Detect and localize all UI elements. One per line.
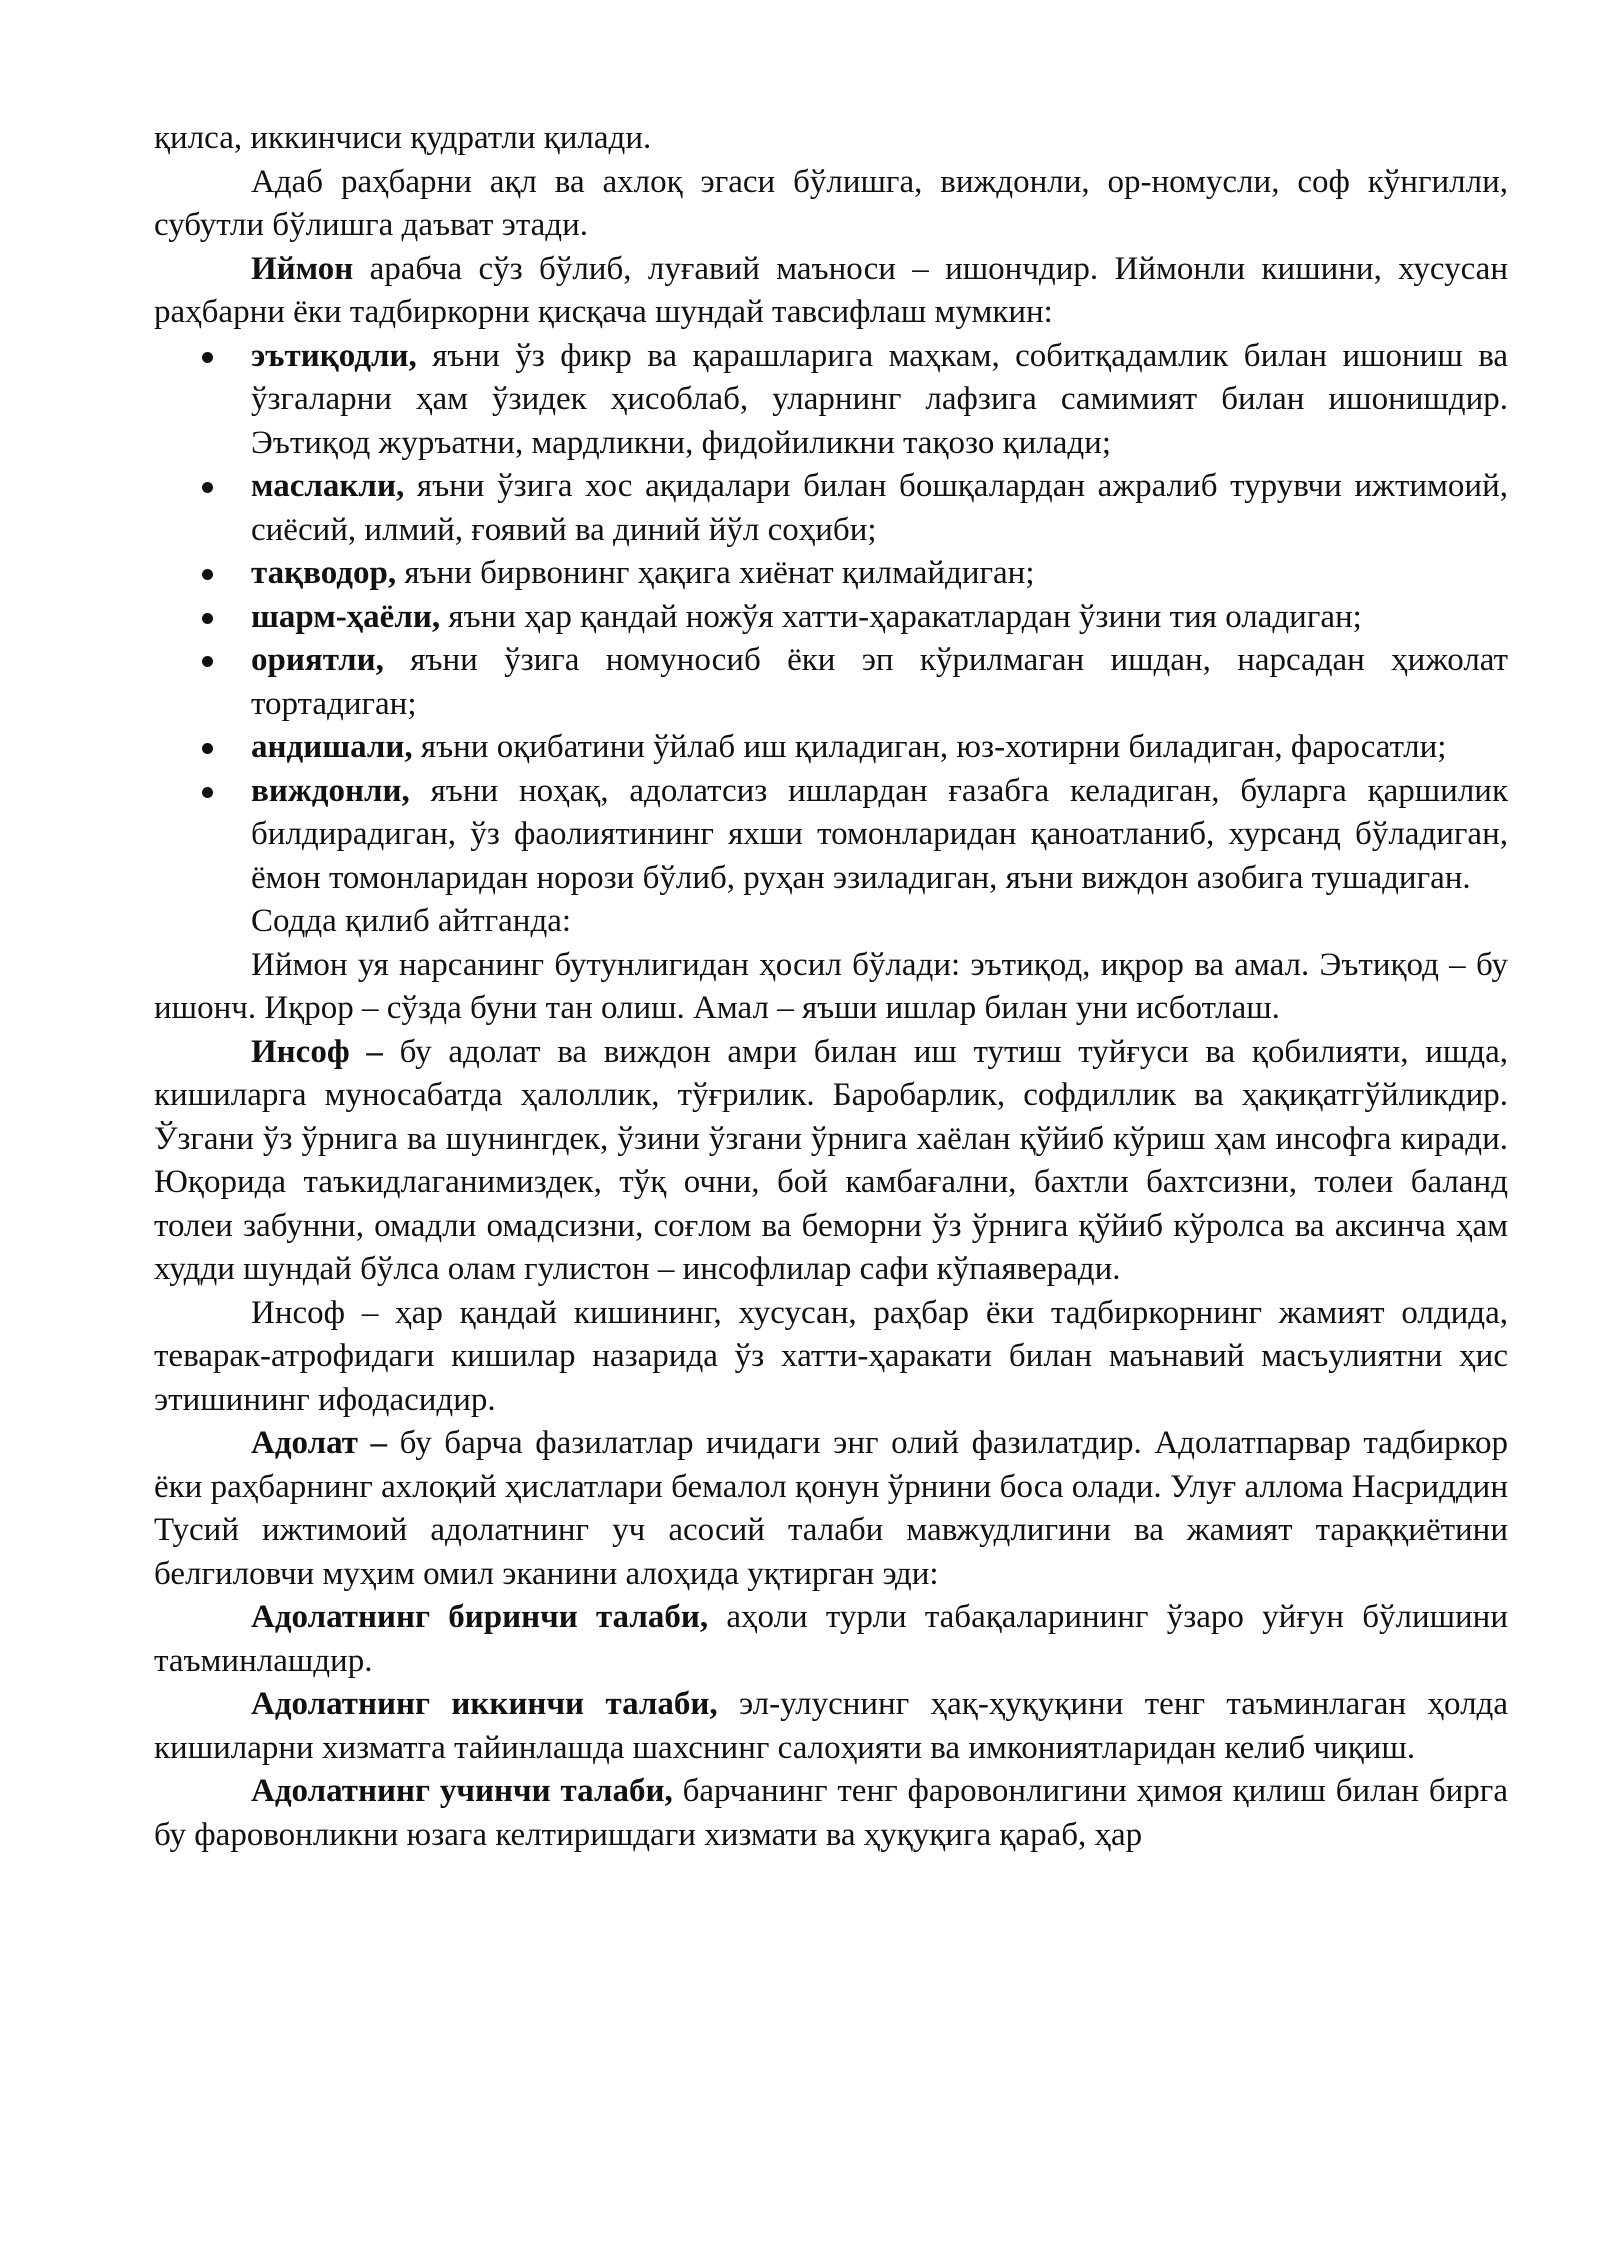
term-adolat: Адолат –: [251, 1425, 388, 1461]
bullet-icon: [202, 352, 213, 363]
list-item: [154, 552, 1508, 596]
term-adolat-third: Адолатнинг учинчи талаби,: [251, 1773, 673, 1809]
term-adolat-first: Адолатнинг биринчи талаби,: [251, 1599, 709, 1635]
paragraph-text: барчанинг тенг фаровонлигини ҳимоя қилиш билан бирга бу фаровонликни юзага келтиришдаги хизмати ва ҳуқуқига қараб, ҳар: [154, 1773, 1508, 1853]
term-insof: Инсоф –: [251, 1033, 383, 1070]
bullet-icon: [202, 482, 213, 493]
paragraph-text: аҳоли турли табақаларининг ўзаро уйғун бўлишини таъминлашдир.: [154, 1599, 1508, 1679]
list-item-text: яъни ҳар қандай ножўя хатти-ҳаракатлардан ўзини тия оладиган;: [440, 598, 1362, 635]
term-iymon: Иймон: [251, 250, 354, 287]
list-item-term: эътиқодли,: [251, 337, 417, 374]
list-item: [154, 335, 1508, 466]
paragraph-adolat-second: [154, 1683, 1508, 1770]
bullet-icon: [202, 656, 213, 667]
list-item-term: тақводор,: [251, 555, 397, 591]
paragraph-iymon: [154, 248, 1508, 335]
list-item-term: андишали,: [251, 729, 413, 765]
bullet-list-iymon-traits: [154, 335, 1508, 901]
paragraph-insof: [154, 1031, 1508, 1292]
list-item-text: яъни ўзига хос ақидалари билан бошқалардан ажралиб турувчи ижтимоий, сиёсий, илмий, ғоявий ва диний йўл соҳиби;: [251, 468, 1508, 548]
paragraph-summary-intro: Содда қилиб айтганда:: [251, 903, 572, 939]
list-item-text: яъни бирвонинг ҳақига хиёнат қилмайдиган;: [396, 555, 1035, 591]
list-item-text: яъни оқибатини ўйлаб иш қиладиган, юз-хотирни биладиган, фаросатли;: [412, 729, 1447, 765]
list-item: [154, 726, 1508, 770]
paragraph-text: арабча сўз бўлиб, луғавий маъноси – ишончдир. Иймонли кишини, хусусан раҳбарни ёки тадбиркорни қисқача шундай тавсифлаш мумкин:: [154, 250, 1508, 330]
list-item: [154, 465, 1508, 552]
paragraph-text: эл-улуснинг ҳақ-ҳуқуқини тенг таъминлаган ҳолда кишиларни хизматга тайинлашда шахснинг салоҳияти ва имкониятларидан келиб чиқиш.: [154, 1686, 1508, 1766]
list-item-text: яъни ўзига номуносиб ёки эп кўрилмаган ишдан, нарсадан ҳижолат тортадиган;: [251, 642, 1508, 722]
list-item: [154, 770, 1508, 901]
list-item-term: виждонли,: [251, 772, 410, 809]
bullet-icon: [202, 613, 213, 624]
paragraph-insof-responsibility: Инсоф – ҳар қандай кишининг, хусусан, раҳбар ёки тадбиркорнинг жамият олдида, теварак-атрофидаги кишилар назарида ўз хатти-ҳаракати билан маънавий масъулиятни ҳис этишининг ифодасидир.: [154, 1294, 1508, 1418]
paragraph-adolat-first: [154, 1596, 1508, 1683]
term-adolat-second: Адолатнинг иккинчи талаби,: [251, 1686, 718, 1722]
list-item: [154, 596, 1508, 640]
paragraph-iymon-parts: Иймон уя нарсанинг бутунлигидан ҳосил бўлади: эътиқод, иқрор ва амал. Эътиқод – бу ишонч. Иқрор – сўзда буни тан олиш. Амал – яъши ишлар билан уни исботлаш.: [154, 946, 1508, 1026]
bullet-icon: [202, 569, 213, 580]
list-item-text: яъни ноҳақ, адолатсиз ишлардан ғазабга келадиган, буларга қаршилик билдирадиган, ўз фаолиятининг яхши томонларидан қаноатланиб, хурсанд бўладиган, ёмон томонларидан норози бўлиб, руҳан эзиладиган, яъни виждон азобига тушадиган.: [251, 772, 1508, 896]
list-item-term: ориятли,: [251, 642, 384, 678]
paragraph-adolat: [154, 1422, 1508, 1596]
paragraph-text: бу адолат ва виждон амри билан иш тутиш туйғуси ва қобилияти, ишда, кишиларга муносабатда ҳалоллик, тўғрилик. Баробарлик, софдиллик ва ҳақиқатгўйликдир. Ўзгани ўз ўрнига ва шунингдек, ўзини ўзгани ўрнига хаёлан қўйиб кўриш ҳам инсофга киради. Юқорида таъкидлаганимиздек, тўқ очни, бой камбағални, бахтли бахтсизни, толеи баланд толеи забунни, омадли омадсизни, соғлом ва беморни ўз ўрнига қўйиб кўролса ва аксинча ҳам худди шундай бўлса олам гулистон – инсофлилар сафи кўпаяверади.: [154, 1033, 1508, 1287]
list-item-text: яъни ўз фикр ва қарашларига маҳкам, собитқадамлик билан ишониш ва ўзгаларни ҳам ўзидек ҳисоблаб, уларнинг лафзига самимият билан ишонишдир. Эътиқод журъатни, мардликни, фидойиликни тақозо қилади;: [251, 337, 1508, 461]
list-item-term: маслакли,: [251, 468, 405, 504]
list-item-term: шарм-ҳаёли,: [251, 598, 441, 635]
paragraph-continuation: қилса, иккинчиси қудратли қилади.: [154, 120, 652, 156]
list-item: [154, 639, 1508, 726]
paragraph-text: бу барча фазилатлар ичидаги энг олий фазилатдир. Адолатпарвар тадбиркор ёки раҳбарнинг ахлоқий ҳислатлари бемалол қонун ўрнини боса олади. Улуғ аллома Насриддин Тусий ижтимоий адолатнинг уч асосий талаби мавжудлигини ва жамият тараққиётини белгиловчи муҳим омил эканини алоҳида уқтирган эди:: [154, 1425, 1508, 1592]
document-page: [154, 117, 1508, 1857]
bullet-icon: [202, 743, 213, 754]
paragraph-adolat-third: [154, 1770, 1508, 1857]
bullet-icon: [202, 787, 213, 798]
paragraph-adab: Адаб раҳбарни ақл ва ахлоқ эгаси бўлишга, виждонли, ор-номусли, соф кўнгилли, субутли бўлишга даъват этади.: [154, 163, 1508, 243]
